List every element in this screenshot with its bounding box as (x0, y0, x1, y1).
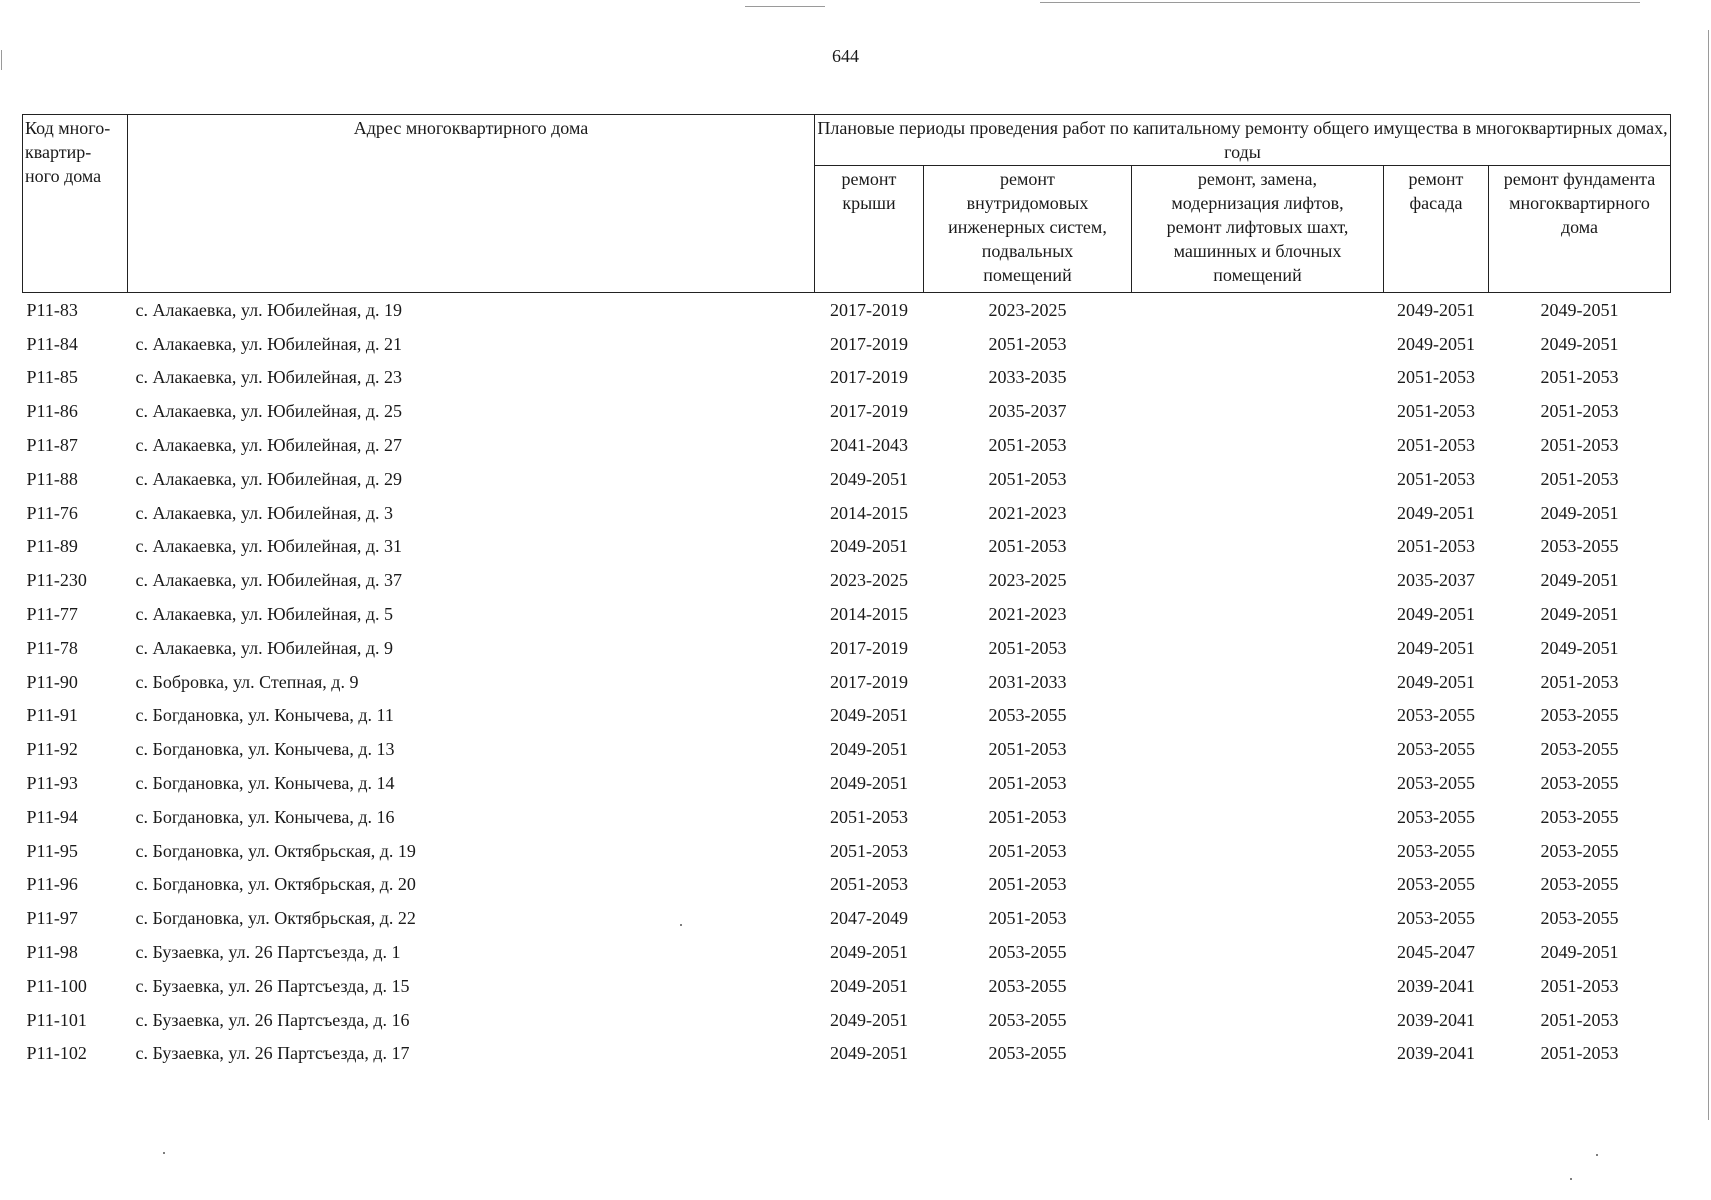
cell-engineering: 2053-2055 (988, 1009, 1067, 1030)
repair-schedule-table (22, 114, 1671, 1070)
cell-address: с. Бузаевка, ул. 26 Партсъезда, д. 1 (135, 942, 401, 963)
table-row (23, 631, 1671, 665)
cell-facade: 2049-2051 (1397, 604, 1475, 625)
table-row (23, 766, 1671, 800)
scan-speck (163, 1152, 165, 1154)
cell-engineering: 2053-2055 (988, 705, 1067, 726)
cell-facade: 2049-2051 (1397, 333, 1475, 354)
cell-code: Р11-94 (26, 806, 78, 827)
cell-facade: 2053-2055 (1397, 840, 1475, 861)
cell-engineering: 2021-2023 (988, 502, 1067, 523)
cell-code: Р11-90 (26, 671, 78, 692)
cell-facade: 2039-2041 (1397, 1043, 1475, 1064)
cell-address: с. Алакаевка, ул. Юбилейная, д. 31 (135, 536, 403, 557)
cell-elevators (1132, 361, 1384, 395)
cell-elevators (1132, 631, 1384, 665)
cell-engineering: 2051-2053 (988, 333, 1067, 354)
cell-address: с. Богдановка, ул. Октябрьская, д. 20 (135, 874, 416, 895)
cell-engineering: 2051-2053 (988, 773, 1067, 794)
cell-roof: 2017-2019 (830, 333, 908, 354)
cell-elevators (1132, 868, 1384, 902)
cell-facade: 2053-2055 (1397, 739, 1475, 760)
cell-elevators (1132, 969, 1384, 1003)
cell-engineering: 2023-2025 (988, 299, 1067, 320)
table-header-row (23, 115, 1671, 166)
cell-foundation: 2049-2051 (1540, 604, 1619, 625)
header-roof-label: ремонт крыши (841, 169, 897, 213)
cell-code: Р11-97 (26, 908, 78, 929)
cell-foundation: 2053-2055 (1540, 773, 1619, 794)
cell-facade: 2051-2053 (1397, 468, 1475, 489)
cell-code: Р11-84 (26, 333, 78, 354)
cell-roof: 2051-2053 (830, 840, 908, 861)
cell-facade: 2051-2053 (1397, 536, 1475, 557)
cell-engineering: 2033-2035 (988, 367, 1067, 388)
table-row (23, 563, 1671, 597)
cell-elevators (1132, 834, 1384, 868)
cell-address: с. Алакаевка, ул. Юбилейная, д. 25 (135, 401, 403, 422)
cell-foundation: 2051-2053 (1540, 975, 1619, 996)
table-row (23, 496, 1671, 530)
cell-roof: 2014-2015 (830, 502, 908, 523)
cell-engineering: 2051-2053 (988, 874, 1067, 895)
cell-roof: 2017-2019 (830, 637, 908, 658)
cell-code: Р11-83 (26, 299, 78, 320)
cell-address: с. Алакаевка, ул. Юбилейная, д. 5 (135, 604, 394, 625)
cell-facade: 2039-2041 (1397, 1009, 1475, 1030)
cell-engineering: 2051-2053 (988, 806, 1067, 827)
cell-facade: 2049-2051 (1397, 502, 1475, 523)
cell-roof: 2017-2019 (830, 401, 908, 422)
cell-address: с. Богдановка, ул. Октябрьская, д. 19 (135, 840, 416, 861)
cell-engineering: 2051-2053 (988, 536, 1067, 557)
cell-facade: 2051-2053 (1397, 401, 1475, 422)
cell-elevators (1132, 901, 1384, 935)
cell-roof: 2017-2019 (830, 367, 908, 388)
cell-address: с. Богдановка, ул. Октябрьская, д. 22 (135, 908, 416, 929)
cell-roof: 2051-2053 (830, 874, 908, 895)
cell-code: Р11-91 (26, 705, 78, 726)
cell-foundation: 2051-2053 (1540, 1009, 1619, 1030)
cell-roof: 2051-2053 (830, 806, 908, 827)
cell-code: Р11-76 (26, 502, 78, 523)
header-periods-group (815, 115, 1671, 166)
table-row (23, 1003, 1671, 1037)
scan-speck (1570, 1178, 1572, 1180)
cell-code: Р11-102 (26, 1043, 87, 1064)
cell-address: с. Алакаевка, ул. Юбилейная, д. 9 (135, 637, 394, 658)
cell-elevators (1132, 530, 1384, 564)
cell-engineering: 2051-2053 (988, 468, 1067, 489)
cell-foundation: 2053-2055 (1540, 536, 1619, 557)
header-foundation-label: ремонт фундамента многоквартирного дома (1503, 169, 1656, 237)
cell-engineering: 2051-2053 (988, 908, 1067, 929)
cell-elevators (1132, 699, 1384, 733)
cell-code: Р11-86 (26, 401, 78, 422)
cell-elevators (1132, 293, 1384, 327)
cell-code: Р11-88 (26, 468, 78, 489)
cell-facade: 2053-2055 (1397, 773, 1475, 794)
header-facade (1384, 166, 1489, 293)
cell-address: с. Богдановка, ул. Конычева, д. 14 (135, 773, 395, 794)
header-code (23, 115, 128, 293)
cell-code: Р11-96 (26, 874, 78, 895)
cell-address: с. Алакаевка, ул. Юбилейная, д. 19 (135, 299, 403, 320)
cell-address: с. Богдановка, ул. Конычева, д. 13 (135, 739, 395, 760)
cell-address: с. Бузаевка, ул. 26 Партсъезда, д. 17 (135, 1043, 410, 1064)
table-row (23, 597, 1671, 631)
table-row (23, 361, 1671, 395)
cell-roof: 2049-2051 (830, 975, 908, 996)
cell-engineering: 2021-2023 (988, 604, 1067, 625)
cell-elevators (1132, 1037, 1384, 1071)
cell-roof: 2049-2051 (830, 1009, 908, 1030)
header-address (128, 115, 815, 293)
cell-engineering: 2023-2025 (988, 570, 1067, 591)
header-periods-group-label: Плановые периоды проведения работ по капитальному ремонту общего имущества в многоквартирных домах, годы (817, 118, 1668, 162)
cell-address: с. Алакаевка, ул. Юбилейная, д. 29 (135, 468, 403, 489)
cell-foundation: 2051-2053 (1540, 1043, 1619, 1064)
cell-code: Р11-95 (26, 840, 78, 861)
header-roof (815, 166, 924, 293)
cell-elevators (1132, 428, 1384, 462)
cell-facade: 2053-2055 (1397, 874, 1475, 895)
cell-code: Р11-89 (26, 536, 78, 557)
cell-facade: 2039-2041 (1397, 975, 1475, 996)
cell-elevators (1132, 732, 1384, 766)
scan-artifact-right-edge (1708, 30, 1709, 1120)
cell-facade: 2049-2051 (1397, 299, 1475, 320)
cell-facade: 2053-2055 (1397, 806, 1475, 827)
table-row (23, 665, 1671, 699)
cell-foundation: 2053-2055 (1540, 874, 1619, 895)
cell-elevators (1132, 462, 1384, 496)
table-row (23, 935, 1671, 969)
cell-roof: 2049-2051 (830, 1043, 908, 1064)
cell-address: с. Бузаевка, ул. 26 Партсъезда, д. 15 (135, 975, 410, 996)
cell-facade: 2051-2053 (1397, 367, 1475, 388)
cell-elevators (1132, 496, 1384, 530)
cell-foundation: 2049-2051 (1540, 333, 1619, 354)
cell-facade: 2035-2037 (1397, 570, 1475, 591)
cell-roof: 2017-2019 (830, 299, 908, 320)
cell-engineering: 2053-2055 (988, 975, 1067, 996)
cell-engineering: 2053-2055 (988, 1043, 1067, 1064)
scan-artifact-top-line (1040, 2, 1640, 3)
scan-speck (1596, 1154, 1598, 1156)
table-row (23, 327, 1671, 361)
cell-code: Р11-93 (26, 773, 78, 794)
cell-roof: 2049-2051 (830, 739, 908, 760)
cell-elevators (1132, 563, 1384, 597)
cell-elevators (1132, 394, 1384, 428)
header-code-label: Код много- квартир- ного дома (25, 118, 111, 186)
cell-engineering: 2051-2053 (988, 840, 1067, 861)
table-row (23, 394, 1671, 428)
cell-address: с. Бобровка, ул. Степная, д. 9 (135, 671, 359, 692)
cell-foundation: 2053-2055 (1540, 705, 1619, 726)
cell-elevators (1132, 1003, 1384, 1037)
cell-elevators (1132, 935, 1384, 969)
cell-facade: 2045-2047 (1397, 942, 1475, 963)
cell-foundation: 2053-2055 (1540, 739, 1619, 760)
cell-elevators (1132, 665, 1384, 699)
header-engineering (924, 166, 1132, 293)
cell-code: Р11-77 (26, 604, 78, 625)
cell-roof: 2049-2051 (830, 536, 908, 557)
cell-roof: 2023-2025 (830, 570, 908, 591)
cell-elevators (1132, 327, 1384, 361)
cell-code: Р11-100 (26, 975, 87, 996)
page-number: 644 (832, 46, 859, 66)
cell-address: с. Богдановка, ул. Конычева, д. 11 (135, 705, 394, 726)
cell-roof: 2041-2043 (830, 435, 908, 456)
header-address-label: Адрес многоквартирного дома (353, 118, 589, 138)
cell-elevators (1132, 800, 1384, 834)
scan-artifact-left-edge (1, 50, 2, 70)
cell-code: Р11-101 (26, 1009, 87, 1030)
cell-foundation: 2049-2051 (1540, 637, 1619, 658)
cell-facade: 2053-2055 (1397, 908, 1475, 929)
cell-facade: 2049-2051 (1397, 671, 1475, 692)
cell-engineering: 2051-2053 (988, 435, 1067, 456)
cell-address: с. Алакаевка, ул. Юбилейная, д. 3 (135, 502, 394, 523)
cell-code: Р11-85 (26, 367, 78, 388)
cell-facade: 2049-2051 (1397, 637, 1475, 658)
cell-elevators (1132, 597, 1384, 631)
cell-address: с. Алакаевка, ул. Юбилейная, д. 23 (135, 367, 403, 388)
header-elevators (1132, 166, 1384, 293)
table-row (23, 1037, 1671, 1071)
table-row (23, 732, 1671, 766)
table-row (23, 530, 1671, 564)
cell-foundation: 2049-2051 (1540, 299, 1619, 320)
scan-artifact-top-line-short (745, 6, 825, 7)
cell-address: с. Алакаевка, ул. Юбилейная, д. 27 (135, 435, 403, 456)
cell-foundation: 2051-2053 (1540, 435, 1619, 456)
header-engineering-label: ремонт внутридомовых инженерных систем, подвальных помещений (948, 169, 1107, 285)
header-foundation (1489, 166, 1671, 293)
cell-foundation: 2049-2051 (1540, 570, 1619, 591)
cell-address: с. Алакаевка, ул. Юбилейная, д. 21 (135, 333, 403, 354)
table-row (23, 969, 1671, 1003)
cell-address: с. Богдановка, ул. Конычева, д. 16 (135, 806, 395, 827)
cell-foundation: 2051-2053 (1540, 671, 1619, 692)
table-row (23, 462, 1671, 496)
cell-roof: 2049-2051 (830, 942, 908, 963)
cell-code: Р11-230 (26, 570, 87, 591)
cell-engineering: 2035-2037 (988, 401, 1067, 422)
cell-foundation: 2049-2051 (1540, 502, 1619, 523)
cell-foundation: 2051-2053 (1540, 367, 1619, 388)
table-row (23, 834, 1671, 868)
cell-elevators (1132, 766, 1384, 800)
cell-code: Р11-87 (26, 435, 78, 456)
cell-engineering: 2051-2053 (988, 637, 1067, 658)
cell-facade: 2053-2055 (1397, 705, 1475, 726)
cell-engineering: 2051-2053 (988, 739, 1067, 760)
cell-code: Р11-78 (26, 637, 78, 658)
cell-foundation: 2051-2053 (1540, 401, 1619, 422)
cell-roof: 2014-2015 (830, 604, 908, 625)
cell-engineering: 2031-2033 (988, 671, 1067, 692)
cell-address: с. Алакаевка, ул. Юбилейная, д. 37 (135, 570, 403, 591)
cell-roof: 2049-2051 (830, 773, 908, 794)
table-row (23, 800, 1671, 834)
header-elevators-label: ремонт, замена, модернизация лифтов, ремонт лифтовых шахт, машинных и блочных помещений (1166, 169, 1349, 285)
cell-foundation: 2053-2055 (1540, 840, 1619, 861)
header-facade-label: ремонт фасада (1408, 169, 1464, 213)
table-row (23, 428, 1671, 462)
cell-foundation: 2053-2055 (1540, 908, 1619, 929)
cell-code: Р11-98 (26, 942, 78, 963)
cell-roof: 2049-2051 (830, 705, 908, 726)
cell-facade: 2051-2053 (1397, 435, 1475, 456)
cell-foundation: 2051-2053 (1540, 468, 1619, 489)
table-row (23, 901, 1671, 935)
cell-foundation: 2053-2055 (1540, 806, 1619, 827)
cell-roof: 2049-2051 (830, 468, 908, 489)
cell-code: Р11-92 (26, 739, 78, 760)
cell-foundation: 2049-2051 (1540, 942, 1619, 963)
cell-roof: 2017-2019 (830, 671, 908, 692)
table-row (23, 699, 1671, 733)
cell-address: с. Бузаевка, ул. 26 Партсъезда, д. 16 (135, 1009, 410, 1030)
cell-engineering: 2053-2055 (988, 942, 1067, 963)
table-row (23, 293, 1671, 327)
cell-roof: 2047-2049 (830, 908, 908, 929)
table-row (23, 868, 1671, 902)
